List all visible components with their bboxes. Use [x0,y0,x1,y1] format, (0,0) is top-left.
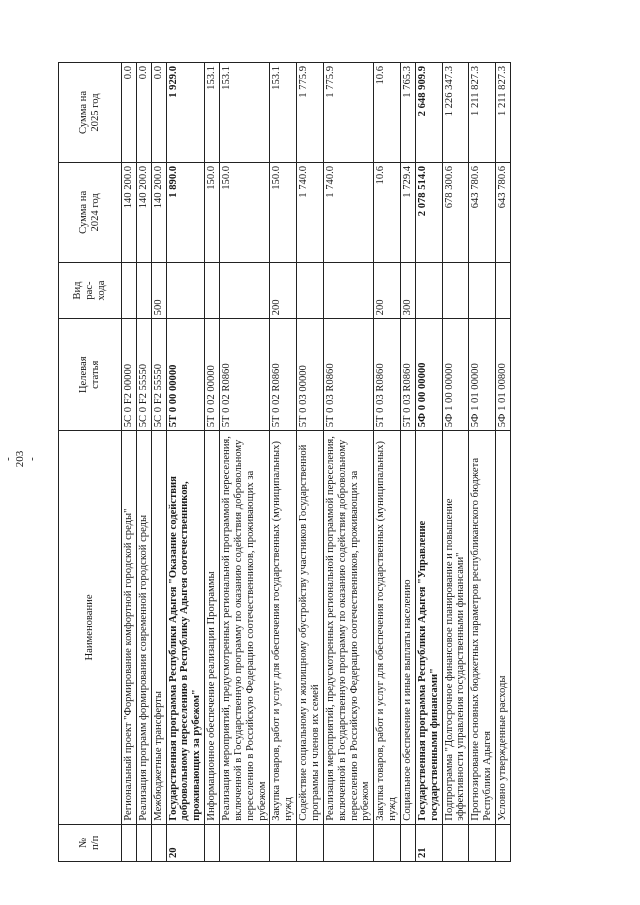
row-expense-type-cell [122,262,137,319]
row-name-cell: Информационное обеспечение реализации Программы [205,431,220,824]
row-sum-2024-cell: 678 300.6 [442,162,469,262]
table-row [469,63,496,862]
page-number: - 203 - [2,450,38,468]
row-code-cell: 5Т 0 03 00000 [297,319,324,431]
budget-table [58,62,511,862]
table-row [136,63,151,862]
row-expense-type-cell [205,262,220,319]
row-sum-2025-cell: 153.1 [270,63,297,163]
row-expense-type-cell: 200 [374,262,401,319]
row-sum-2024-cell: 2 078 514.0 [415,162,442,262]
row-sum-2025-cell: 1 929.0 [166,63,205,163]
row-expense-type-cell [136,262,151,319]
header-name: Наименование [59,431,122,824]
row-sum-2024-cell: 150.0 [205,162,220,262]
table-row [220,63,270,862]
header-code: Целевая статья [59,319,122,431]
table-row [166,63,205,862]
row-code-cell: 5С 0 F2 55550 [151,319,166,431]
row-number-cell [270,824,297,861]
row-code-cell: 5С 0 F2 00000 [122,319,137,431]
row-code-cell: 5Ф 1 00 00000 [442,319,469,431]
row-sum-2025-cell: 1 226 347.3 [442,63,469,163]
row-sum-2025-cell: 1 211 827.3 [496,63,511,163]
row-expense-type-cell [469,262,496,319]
row-sum-2024-cell: 140 200.0 [151,162,166,262]
row-sum-2024-cell: 140 200.0 [136,162,151,262]
table-row [374,63,401,862]
row-sum-2025-cell: 1 211 827.3 [469,63,496,163]
row-code-cell: 5Ф 1 01 00000 [469,319,496,431]
row-number-cell: 21 [415,824,442,861]
row-name-cell: Содействие социальному и жилищному обустройству участников Государственной программы и членов их семей [297,431,324,824]
row-expense-type-cell: 500 [151,262,166,319]
row-name-cell: Прогнозирование основных бюджетных параметров республиканского бюджета Республики Адыгея [469,431,496,824]
row-sum-2025-cell: 0.0 [122,63,137,163]
row-number-cell [374,824,401,861]
row-sum-2025-cell: 0.0 [151,63,166,163]
row-name-cell: Реализация программ формирования современной городской среды [136,431,151,824]
header-sum-2024: Сумма на 2024 год [59,162,122,262]
row-sum-2025-cell: 10.6 [374,63,401,163]
row-name-cell: Государственная программа Республики Адыгея "Управление государственными финансами" [415,431,442,824]
row-expense-type-cell [220,262,270,319]
row-number-cell: 20 [166,824,205,861]
row-code-cell: 5Ф 0 00 00000 [415,319,442,431]
table-row [151,63,166,862]
row-name-cell: Реализация мероприятий, предусмотренных региональной программой переселения, включенной в Государственную программу по оказанию содействия добровольному переселению в Российскую Федерацию соотечественников, проживающих за рубежом [220,431,270,824]
row-sum-2025-cell: 153.1 [220,63,270,163]
row-expense-type-cell [415,262,442,319]
row-sum-2024-cell: 643 780.6 [496,162,511,262]
row-number-cell [136,824,151,861]
row-number-cell [496,824,511,861]
row-sum-2024-cell: 150.0 [220,162,270,262]
row-sum-2024-cell: 1 740.0 [297,162,324,262]
table-row [442,63,469,862]
table-row [122,63,137,862]
header-vid: Вид рас- хода [59,262,122,319]
row-number-cell [323,824,373,861]
row-sum-2024-cell: 1 740.0 [323,162,373,262]
row-code-cell: 5С 0 F2 55550 [136,319,151,431]
row-sum-2024-cell: 140 200.0 [122,162,137,262]
header-sum-2025: Сумма на 2025 год [59,63,122,163]
row-number-cell [122,824,137,861]
row-number-cell [401,824,416,861]
header-num: № п/п [59,824,122,861]
row-code-cell: 5Т 0 03 R0860 [401,319,416,431]
row-expense-type-cell: 300 [401,262,416,319]
row-code-cell: 5Т 0 03 R0860 [374,319,401,431]
row-sum-2024-cell: 10.6 [374,162,401,262]
table-row [401,63,416,862]
row-number-cell [151,824,166,861]
row-name-cell: Региональный проект "Формирование комфортной городской среды" [122,431,137,824]
row-number-cell [297,824,324,861]
row-expense-type-cell [442,262,469,319]
table-row [205,63,220,862]
row-expense-type-cell [323,262,373,319]
row-expense-type-cell [297,262,324,319]
row-sum-2025-cell: 1 775.9 [297,63,324,163]
row-sum-2024-cell: 1 890.0 [166,162,205,262]
row-sum-2025-cell: 0.0 [136,63,151,163]
row-name-cell: Социальное обеспечение и иные выплаты населению [401,431,416,824]
row-sum-2024-cell: 1 729.4 [401,162,416,262]
table-row [297,63,324,862]
row-sum-2024-cell: 643 780.6 [469,162,496,262]
row-name-cell: Реализация мероприятий, предусмотренных региональной программой переселения, включенной в Государственную программу по оказанию содействия добровольному переселению в Российскую Федерацию соотечественников, проживающих за рубежом [323,431,373,824]
row-code-cell: 5Т 0 00 00000 [166,319,205,431]
row-expense-type-cell [496,262,511,319]
row-code-cell: 5Т 0 02 00000 [205,319,220,431]
row-number-cell [442,824,469,861]
row-name-cell: Межбюджетные трансферты [151,431,166,824]
row-expense-type-cell [166,262,205,319]
table-header-row [59,63,122,862]
table-row [270,63,297,862]
row-number-cell [205,824,220,861]
row-name-cell: Закупка товаров, работ и услуг для обеспечения государственных (муниципальных) нужд [270,431,297,824]
table-row [323,63,373,862]
row-sum-2024-cell: 150.0 [270,162,297,262]
table-row [496,63,511,862]
budget-table-container [58,62,540,862]
row-number-cell [469,824,496,861]
row-name-cell: Подпрограмма "Долгосрочное финансовое планирование и повышение эффективности управления государственными финансами" [442,431,469,824]
row-sum-2025-cell: 2 648 909.9 [415,63,442,163]
row-code-cell: 5Ф 1 01 00800 [496,319,511,431]
row-sum-2025-cell: 1 765.3 [401,63,416,163]
row-name-cell: Условно утвержденные расходы [496,431,511,824]
row-sum-2025-cell: 153.1 [205,63,220,163]
row-name-cell: Государственная программа Республики Адыгея "Оказание содействия добровольному переселению в Республику Адыгея соотечественников, проживающих за рубежом" [166,431,205,824]
row-name-cell: Закупка товаров, работ и услуг для обеспечения государственных (муниципальных) нужд [374,431,401,824]
row-number-cell [220,824,270,861]
row-code-cell: 5Т 0 03 R0860 [323,319,373,431]
row-code-cell: 5Т 0 02 R0860 [270,319,297,431]
table-body [122,63,511,862]
table-row [415,63,442,862]
row-sum-2025-cell: 1 775.9 [323,63,373,163]
row-code-cell: 5Т 0 02 R0860 [220,319,270,431]
row-expense-type-cell: 200 [270,262,297,319]
